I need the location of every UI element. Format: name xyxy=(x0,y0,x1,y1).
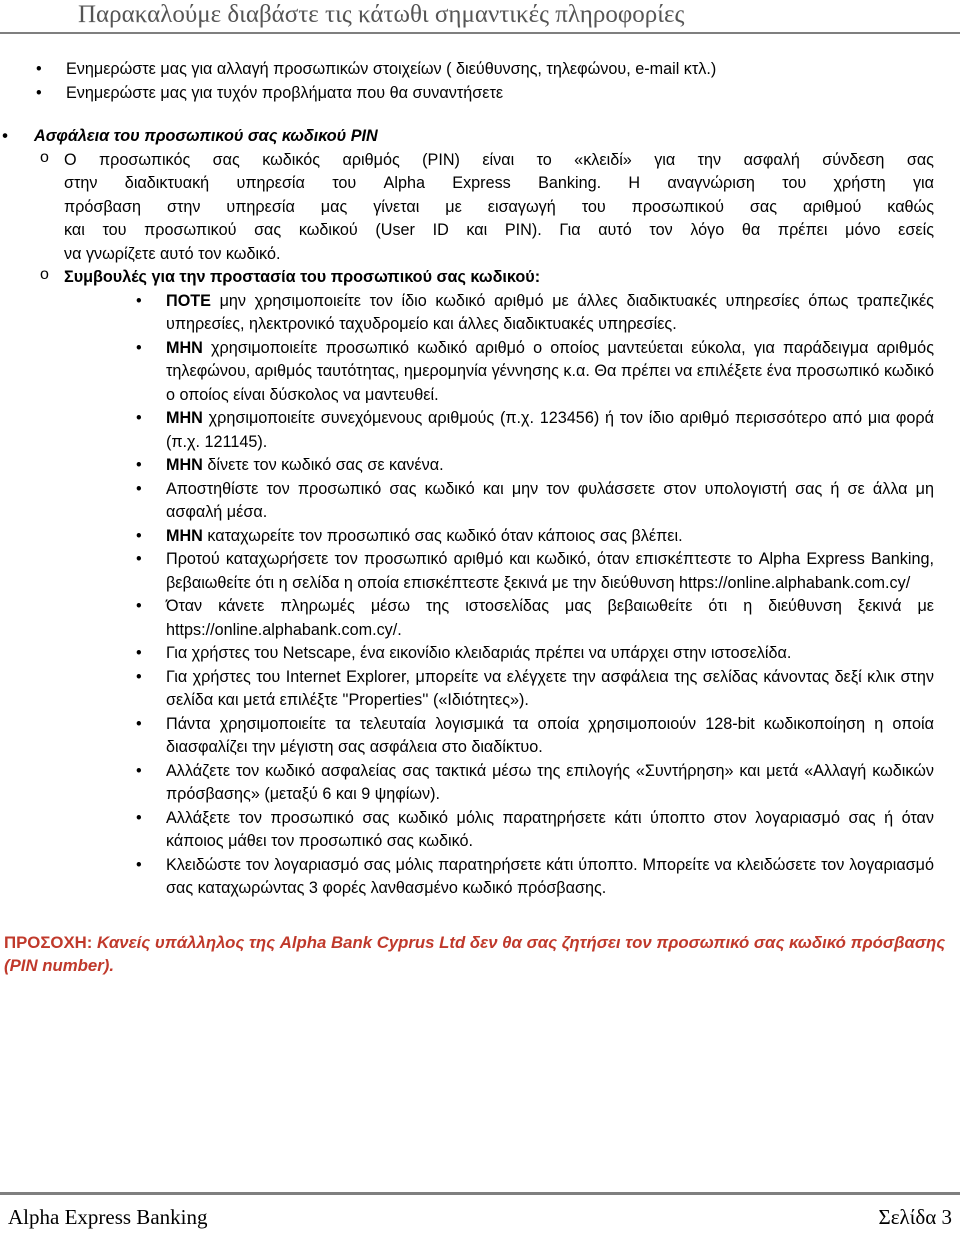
bullet-dot: • xyxy=(136,291,142,310)
tip-item xyxy=(136,760,934,807)
paragraph-line: να γνωρίζετε αυτό τον κωδικό. xyxy=(64,244,281,263)
sub-bullet-marker: o xyxy=(40,148,49,166)
tips-heading: Συμβουλές για την προστασία του προσωπικού σας κωδικού: xyxy=(64,268,541,286)
spacer xyxy=(0,105,960,125)
top-bullet: • Ενημερώστε μας για αλλαγή προσωπικών στοιχείων ( διεύθυνσης, τηλεφώνου, e-mail κτλ.) xyxy=(36,58,936,82)
bullet-dot: • xyxy=(136,550,142,568)
footer-left: Alpha Express Banking xyxy=(8,1205,208,1229)
tip-text: καταχωρείτε τον προσωπικό σας κωδικό όταν κάποιος σας βλέπει. xyxy=(202,526,683,545)
sub-bullet-marker: o xyxy=(40,266,49,283)
tip-lead: ΜΗΝ xyxy=(166,456,203,474)
tip-text: Όταν κάνετε πληρωμές μέσω της ιστοσελίδας μας βεβαιωθείτε ότι η διεύθυνση ξεκινά με https://online.alphabank.com.cy/. xyxy=(166,597,934,639)
bullet-dot: • xyxy=(136,338,142,357)
bullet-dot: • xyxy=(136,761,142,780)
tip-text: Κλειδώστε τον λογαριασμό σας μόλις παρατηρήσετε κάτι ύποπτο. Μπορείτε να κλειδώσετε τον λογαριασμό σας καταχωρώντας 3 φορές λανθασμένο κωδικό πρόσβασης. xyxy=(166,855,934,897)
document-body xyxy=(0,58,960,978)
paragraph-line: και του προσωπικού σας κωδικού (User ID και PIN). Για αυτό τον λόγο θα πρέπει μόνο εσείς xyxy=(64,221,934,239)
tip-item xyxy=(136,407,934,454)
warning-notice xyxy=(4,931,954,978)
tip-item xyxy=(136,548,934,595)
warning-lead: ΠΡΟΣΟΧΗ: xyxy=(4,932,93,952)
bullet-dot: • xyxy=(136,456,142,474)
tip-item xyxy=(136,854,934,901)
section-heading: • Ασφάλεια του προσωπικού σας κωδικού PIN xyxy=(0,125,934,149)
tip-text: Για χρήστες του Internet Explorer, μπορείτε να ελέγχετε την ασφάλεια της σελίδας κάνοντας δεξί κλικ στην σελίδα και μετά επιλέξτε ''Properties'' («Ιδιότητες»). xyxy=(166,667,934,709)
page-footer xyxy=(0,1192,960,1234)
page-number: Σελίδα 3 xyxy=(878,1205,952,1229)
tip-lead: ΠΟΤΕ xyxy=(166,291,211,310)
tip-item xyxy=(136,525,934,549)
tip-item xyxy=(136,454,934,478)
top-bullet: • Ενημερώστε μας για τυχόν προβλήματα που θα συναντήσετε xyxy=(36,82,936,106)
tip-text: Αλλάζετε τον κωδικό ασφαλείας σας τακτικά μέσω της επιλογής «Συντήρηση» και μετά «Αλλαγή κωδικών πρόσβασης» (μεταξύ 6 και 9 ψηφίων). xyxy=(166,761,934,803)
tip-item xyxy=(136,642,934,666)
tip-item xyxy=(136,478,934,525)
header-divider xyxy=(0,32,960,34)
tips-list xyxy=(0,290,960,901)
tip-text: χρησιμοποιείτε προσωπικό κωδικό αριθμό ο οποίος μαντεύεται εύκολα, για παράδειγμα αριθμός τηλεφώνου, αριθμός ταυτότητας, ημερομηνία γέννησης κ.α. Θα πρέπει να επιλέξετε ένα προσωπικό κωδικό ο οποίος είναι δύσκολος να μαντευθεί. xyxy=(166,338,934,404)
bullet-dot: • xyxy=(136,855,142,874)
tip-item xyxy=(136,337,934,408)
tip-lead: ΜΗΝ xyxy=(166,409,203,427)
bullet-dot: • xyxy=(136,667,142,686)
tip-item xyxy=(136,290,934,337)
pin-paragraph xyxy=(30,149,934,267)
tip-text: Για χρήστες του Netscape, ένα εικονίδιο κλειδαριάς πρέπει να υπάρχει στην ιστοσελίδα. xyxy=(166,644,792,662)
tip-text: Πάντα χρησιμοποιείτε τα τελευταία λογισμικά τα οποία χρησιμοποιούν 128-bit κωδικοποίηση η οποία διασφαλίζει την μέγιστη σας ασφάλεια στο διαδίκτυο. xyxy=(166,714,934,756)
tip-text: μην χρησιμοποιείτε τον ίδιο κωδικό αριθμό με άλλες διαδικτυακές υπηρεσίες όπως τραπεζικές υπηρεσίες, ηλεκτρονικό ταχυδρομείο και άλλες διαδικτυακές υπηρεσίες. xyxy=(166,291,934,333)
tip-item xyxy=(136,595,934,642)
tip-text: Αποστηθίστε τον προσωπικό σας κωδικό και μην τον φυλάσσετε στον υπολογιστή σας ή σε άλλα μη ασφαλή μέσα. xyxy=(166,479,934,521)
paragraph-line: πρόσβαση στην υπηρεσία μας γίνεται με εισαγωγή του προσωπικού σας αριθμού καθώς xyxy=(64,197,934,216)
tip-text: Προτού καταχωρήσετε τον προσωπικό αριθμό και κωδικό, όταν επισκέπτεστε το Alpha Express Banking, βεβαιωθείτε ότι η σελίδα η οποία επισκέπτεστε ξεκινά με την διεύθυνση https://online.alphabank.com.cy/ xyxy=(166,550,934,592)
page-header xyxy=(0,0,960,34)
page-title: Παρακαλούμε διαβάστε τις κάτωθι σημαντικές πληροφορίες xyxy=(78,1,685,28)
footer-divider xyxy=(0,1192,960,1195)
bullet-dot: • xyxy=(136,597,142,615)
tip-lead: ΜΗΝ xyxy=(166,526,203,545)
tip-text: Αλλάξετε τον προσωπικό σας κωδικό μόλις παρατηρήσετε κάτι ύποπτο στον λογαριασμό σας ή όταν κάποιος μάθει τον προσωπικό σας κωδικό. xyxy=(166,808,934,850)
tip-lead: ΜΗΝ xyxy=(166,338,203,357)
bullet-dot: • xyxy=(136,808,142,827)
bullet-dot: • xyxy=(136,714,142,733)
bullet-dot: • xyxy=(136,479,142,498)
paragraph-line: Ο προσωπικός σας κωδικός αριθμός (PIN) είναι το «κλειδί» για την ασφαλή σύνδεση σας xyxy=(64,150,934,169)
tip-item xyxy=(136,807,934,854)
tip-text: χρησιμοποιείτε συνεχόμενους αριθμούς (π.χ. 123456) ή τον ίδιο αριθμό περισσότερο από μια φορά (π.χ. 121145). xyxy=(166,409,934,451)
bullet-dot: • xyxy=(136,644,142,662)
tip-item xyxy=(136,713,934,760)
tip-text: δίνετε τον κωδικό σας σε κανένα. xyxy=(202,456,444,474)
tips-heading-row xyxy=(30,266,934,290)
bullet-dot: • xyxy=(136,409,142,427)
paragraph-line: στην διαδικτυακή υπηρεσία του Alpha Express Banking. Η αναγνώριση του χρήστη για xyxy=(64,174,934,192)
spacer xyxy=(0,901,960,931)
bullet-dot: • xyxy=(136,526,142,545)
warning-text: Κανείς υπάλληλος της Alpha Bank Cyprus Ltd δεν θα σας ζητήσει τον προσωπικό σας κωδικό πρόσβασης (PIN number). xyxy=(4,932,946,975)
tip-item xyxy=(136,666,934,713)
